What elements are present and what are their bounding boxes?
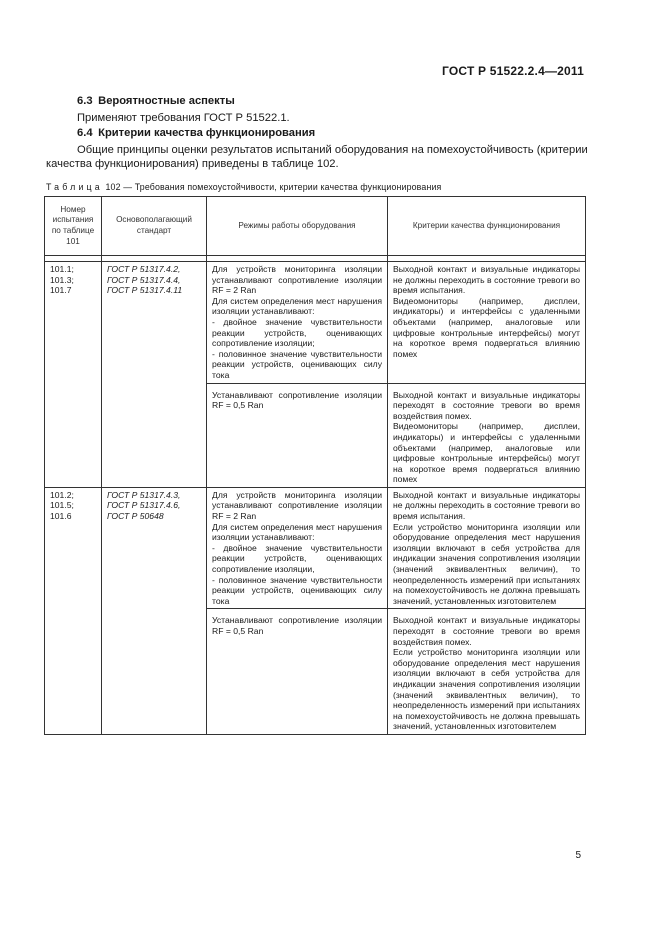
criteria-text: Выходной контакт и визуальные индикаторы переходят в состояние тревоги во время воздействия помех. [393, 615, 580, 647]
mode-text: - двойное значение чувствительности реакции устройств, оценивающих сопротивление изоляции, [212, 542, 382, 575]
table-header-row [45, 197, 586, 256]
mode-text: - половинное значение чувствительности реакции устройств, оценивающих силу тока [212, 574, 382, 606]
section-6-4-text-line2: качества функционирования) приведены в таблице 102. [46, 158, 339, 170]
criteria-cell [388, 262, 586, 384]
criteria-text: Если устройство мониторинга изоляции или оборудование определения мест нарушения изоляции включают в себя устройства для индикации значения сопротивления изоляции (значений эквивалентных величин), то неопределенность измерений при испытаниях на помехоустойчивость не должна превышать значений, установленных изготовителем [393, 521, 580, 606]
section-number: 6.4 [77, 127, 93, 139]
standard-ref: ГОСТ Р 51317.4.3, [107, 489, 181, 500]
mode-text: Для устройств мониторинга изоляции устанавливают сопротивление изоляции RF = 2 Ran [212, 489, 382, 522]
table-row [45, 262, 586, 384]
header-operating-modes: Режимы работы оборудования [207, 197, 388, 256]
test-numbers-cell [45, 262, 102, 488]
criteria-text: Выходной контакт и визуальные индикаторы не должны переходить в состояние тревоги во время испытания. [393, 489, 580, 522]
document-header: ГОСТ Р 51522.2.4—2011 [442, 64, 584, 78]
mode-text: Для устройств мониторинга изоляции устанавливают сопротивление изоляции RF = 2 Ran [212, 264, 382, 296]
section-title: Критерии качества функционирования [98, 127, 316, 139]
criteria-text: Выходной контакт и визуальные индикаторы не должны переходить в состояние тревоги во время испытания. [393, 264, 580, 296]
page-number: 5 [575, 850, 581, 861]
operating-mode-cell [207, 262, 388, 384]
test-number: 101.1; [50, 264, 74, 274]
header-base-standard: Основополагающий стандарт [102, 197, 207, 256]
criteria-cell [388, 609, 586, 735]
criteria-text: Видеомониторы (например, дисплеи, индикаторы) и интерфейсы с удаленными объектами (например, аналоговые или цифровые контрольные интерфейсы) могут на короткое время подвергаться влиянию помех [393, 295, 580, 359]
test-number: 101.2; [50, 489, 74, 500]
criteria-cell [388, 487, 586, 609]
mode-text: - половинное значение чувствительности реакции устройств, оценивающих силу тока [212, 348, 382, 380]
standards-cell [102, 487, 207, 734]
section-6-4-text-line1: Общие принципы оценки результатов испытаний оборудования на помехоустойчивость (критерии [77, 144, 588, 156]
standards-cell [102, 262, 207, 488]
table-caption [46, 182, 441, 192]
section-number: 6.3 [77, 95, 93, 107]
criteria-cell [388, 383, 586, 487]
operating-mode-cell [207, 487, 388, 609]
mode-text: Устанавливают сопротивление изоляции RF = 0,5 Ran [212, 389, 382, 411]
section-6-3-text: Применяют требования ГОСТ Р 51522.1. [77, 112, 290, 124]
header-performance-criteria: Критерии качества функционирования [388, 197, 586, 256]
header-test-number: Номер испытания по таблице 101 [45, 197, 102, 256]
criteria-text: Выходной контакт и визуальные индикаторы переходят в состояние тревоги во время воздействия помех. [393, 389, 580, 421]
criteria-text: Если устройство мониторинга изоляции или оборудование определения мест нарушения изоляции включают в себя устройства для индикации значения сопротивления изоляции (значений эквивалентных величин), то неопределенность измерений при испытаниях на помехоустойчивость не должна превышать значений, установленных изготовителем [393, 647, 580, 732]
standard-ref: ГОСТ Р 51317.4.11 [107, 285, 183, 296]
table-caption-text: 102 — Требования помехоустойчивости, критерии качества функционирования [102, 182, 442, 192]
mode-text: Для систем определения мест нарушения изоляции устанавливают: [212, 295, 382, 317]
standard-ref: ГОСТ Р 51317.4.2, [107, 264, 181, 274]
section-title: Вероятностные аспекты [98, 95, 235, 107]
standard-ref: ГОСТ Р 51317.4.6, [107, 500, 181, 511]
mode-text: Устанавливают сопротивление изоляции RF = 0,5 Ran [212, 615, 382, 636]
requirements-table [44, 196, 586, 735]
standard-ref: ГОСТ Р 51317.4.4, [107, 274, 181, 285]
test-number: 101.3; [50, 274, 74, 285]
test-number: 101.7 [50, 285, 72, 296]
test-numbers-cell [45, 487, 102, 734]
test-number: 101.6 [50, 511, 72, 522]
table-row [45, 487, 586, 609]
test-number: 101.5; [50, 500, 74, 511]
section-6-3-heading [77, 95, 235, 107]
mode-text: Для систем определения мест нарушения изоляции устанавливают: [212, 521, 382, 543]
operating-mode-cell [207, 609, 388, 735]
standard-ref: ГОСТ Р 50648 [107, 511, 164, 522]
section-6-4-heading [77, 127, 315, 139]
criteria-text: Видеомониторы (например, дисплеи, индикаторы) и интерфейсы с удаленными объектами (например, аналоговые или цифровые контрольные интерфейсы) могут на короткое время подвергаться влиянию помех [393, 421, 580, 485]
table-caption-lead: Таблица [46, 182, 103, 192]
mode-text: - двойное значение чувствительности реакции устройств, оценивающих сопротивление изоляции; [212, 316, 382, 349]
operating-mode-cell [207, 383, 388, 487]
